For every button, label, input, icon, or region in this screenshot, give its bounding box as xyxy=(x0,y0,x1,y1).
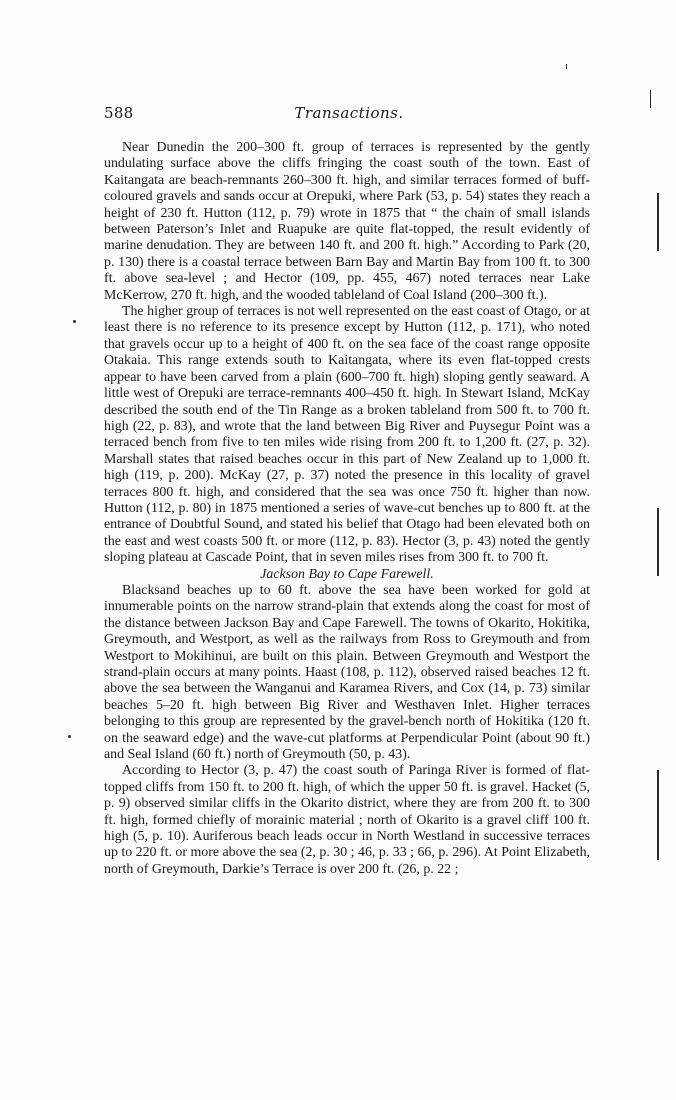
margin-dot-mark xyxy=(73,320,76,323)
page-number: 588 xyxy=(104,104,134,122)
paragraph-hector-coast: According to Hector (3, p. 47) the coast south of Paringa River is formed of flat-topped cliffs from 150 ft. to 200 ft. high, of which the upper 50 ft. is gravel. Hacket (5, p. 9) observed similar cliffs in the Okarito district, where they are from 200 ft. to 300 ft. high, formed chiefly of morainic material ; north of Okarito is a gravel cliff 100 ft. high (5, p. 10). Auriferous beach leads occur in North Westland in successive terraces up to 220 ft. or more above the sea (2, p. 30 ; 46, p. 33 ; 66, p. 296). At Point Elizabeth, north of Greymouth, Darkie’s Terrace is over 200 ft. (26, p. 22 ; xyxy=(104,763,590,877)
margin-line-mark xyxy=(657,770,659,860)
paragraph-blacksand-beaches: Blacksand beaches up to 60 ft. above the sea have been worked for gold at innumerable points on the narrow strand-plain that extends along the coast for most of the distance between Jackson Bay and Cape Farewell. The towns of Okarito, Hokitika, Greymouth, and Westport, as well as the railways from Ross to Greymouth and from Westport to Mokihinui, are built on this plain. Between Greymouth and Westport the strand-plain occurs at many points. Haast (108, p. 112), observed raised beaches 12 ft. above the sea between the Wanganui and Karamea Rivers, and Cox (14, p. 73) similar beaches 5–20 ft. high between Big River and Westhaven Inlet. Higher terraces belonging to this group are represented by the gravel-bench north of Hokitika (120 ft. on the seaward edge) and the wave-cut platforms at Perpendicular Point (about 90 ft.) and Seal Island (60 ft.) north of Greymouth (50, p. 43). xyxy=(104,582,590,763)
margin-line-mark xyxy=(657,508,659,576)
margin-dot-mark xyxy=(68,735,71,738)
margin-line-mark xyxy=(566,64,567,69)
paragraph-dunedin-terraces: Near Dunedin the 200–300 ft. group of terraces is represented by the gently undulating surface above the cliffs fringing the coast south of the town. East of Kaitangata are beach-remnants 260–300 ft. high, and similar terraces formed of buff-coloured gravels and sands occur at Orepuki, where Park (53, p. 54) states they reach a height of 230 ft. Hutton (112, p. 79) wrote in 1875 that “ the chain of small islands between Paterson’s Inlet and Ruapuke are quite flat-topped, the result evidently of marine denudation. They are between 140 ft. and 200 ft. high.” According to Park (20, p. 130) there is a coastal terrace between Barn Bay and Martin Bay from 100 ft. to 300 ft. above sea-level ; and Hector (109, pp. 455, 467) noted terraces near Lake McKerrow, 270 ft. high, and the wooded tableland of Coal Island (200–300 ft.). xyxy=(104,140,590,303)
running-title: Transactions. xyxy=(294,104,404,122)
margin-line-mark xyxy=(650,90,651,108)
body-text xyxy=(104,140,590,878)
page-header xyxy=(104,104,594,126)
margin-line-mark xyxy=(657,193,659,251)
paragraph-higher-terraces: The higher group of terraces is not well represented on the east coast of Otago, or at least there is no reference to its presence except by Hutton (112, p. 171), who noted that gravels occur up to a height of 400 ft. on the sea face of the coast range opposite Otakaia. This range extends south to Kaitangata, where its even flat-topped crests appear to have been carved from a plain (600–700 ft. high) sloping gently seaward. A little west of Orepuki are terrace-remnants 400–450 ft. high. In Stewart Island, McKay described the south end of the Tin Range as a broken tableland from 500 ft. to 700 ft. high (22, p. 83), and wrote that the land between Big River and Puysegur Point was a terraced bench from five to ten miles wide rising from 200 ft. to 1,200 ft. (27, p. 32). Marshall states that raised beaches occur in this part of New Zealand up to 1,000 ft. high (119, p. 200). McKay (27, p. 37) noted the presence in this locality of gravel terraces 800 ft. high, and considered that the sea was once 750 ft. higher than now. Hutton (112, p. 80) in 1875 mentioned a series of wave-cut benches up to 800 ft. at the entrance of Doubtful Sound, and stated his belief that Otago had been elevated both on the east and west coasts 500 ft. or more (112, p. 83). Hector (3, p. 43) noted the gently sloping plateau at Cascade Point, that in seven miles rises from 300 ft. to 700 ft. xyxy=(104,304,590,566)
section-heading: Jackson Bay to Cape Farewell. xyxy=(260,566,434,582)
